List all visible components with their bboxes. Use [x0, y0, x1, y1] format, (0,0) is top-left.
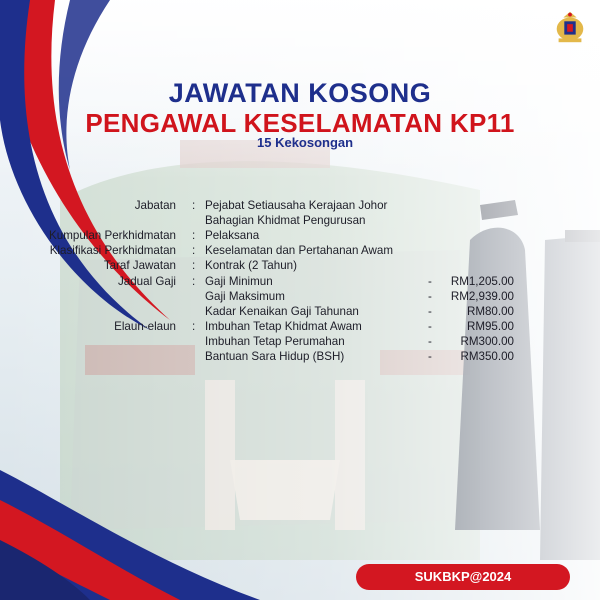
detail-amount: RM80.00 — [466, 305, 514, 318]
detail-amount: RM300.00 — [460, 335, 514, 348]
detail-value: Bahagian Khidmat Pengurusan — [205, 214, 366, 227]
detail-amount: RM350.00 — [460, 350, 514, 363]
detail-colon: : — [192, 259, 196, 272]
detail-colon: : — [192, 244, 196, 257]
detail-value: Gaji Minimun — [205, 275, 273, 288]
detail-value: Bantuan Sara Hidup (BSH) — [205, 350, 345, 363]
detail-label: Klasifikasi Perkhidmatan — [49, 244, 176, 257]
detail-amount: RM2,939.00 — [450, 290, 514, 303]
detail-dash: - — [428, 305, 432, 318]
detail-amount: RM1,205.00 — [450, 275, 514, 288]
detail-label: Taraf Jawatan — [103, 259, 176, 272]
detail-value: Pejabat Setiausaha Kerajaan Johor — [205, 199, 388, 212]
detail-colon: : — [192, 275, 196, 288]
detail-value: Imbuhan Tetap Perumahan — [205, 335, 345, 348]
detail-colon: : — [192, 199, 196, 212]
page-title: JAWATAN KOSONG — [168, 78, 432, 108]
detail-label: Elaun-elaun — [114, 320, 176, 333]
position-title: PENGAWAL KESELAMATAN KP11 — [85, 108, 515, 138]
detail-dash: - — [428, 350, 432, 363]
state-crest-icon — [551, 8, 589, 46]
detail-value: Pelaksana — [205, 229, 260, 242]
detail-value: Keselamatan dan Pertahanan Awam — [205, 244, 393, 257]
detail-dash: - — [428, 320, 432, 333]
vacancy-count: 15 Kekosongan — [257, 135, 354, 150]
detail-dash: - — [428, 275, 432, 288]
detail-value: Imbuhan Tetap Khidmat Awam — [205, 320, 362, 333]
detail-dash: - — [428, 335, 432, 348]
detail-dash: - — [428, 290, 432, 303]
detail-label: Jadual Gaji — [117, 275, 176, 288]
detail-colon: : — [192, 229, 196, 242]
detail-colon: : — [192, 320, 196, 333]
detail-label: Jabatan — [134, 199, 176, 212]
detail-value: Kadar Kenaikan Gaji Tahunan — [205, 305, 359, 318]
detail-value: Gaji Maksimum — [205, 290, 285, 303]
detail-value: Kontrak (2 Tahun) — [205, 259, 297, 272]
detail-amount: RM95.00 — [466, 320, 514, 333]
detail-label: Kumpulan Perkhidmatan — [49, 229, 176, 242]
footer-badge: SUKBKP@2024 — [356, 564, 570, 590]
